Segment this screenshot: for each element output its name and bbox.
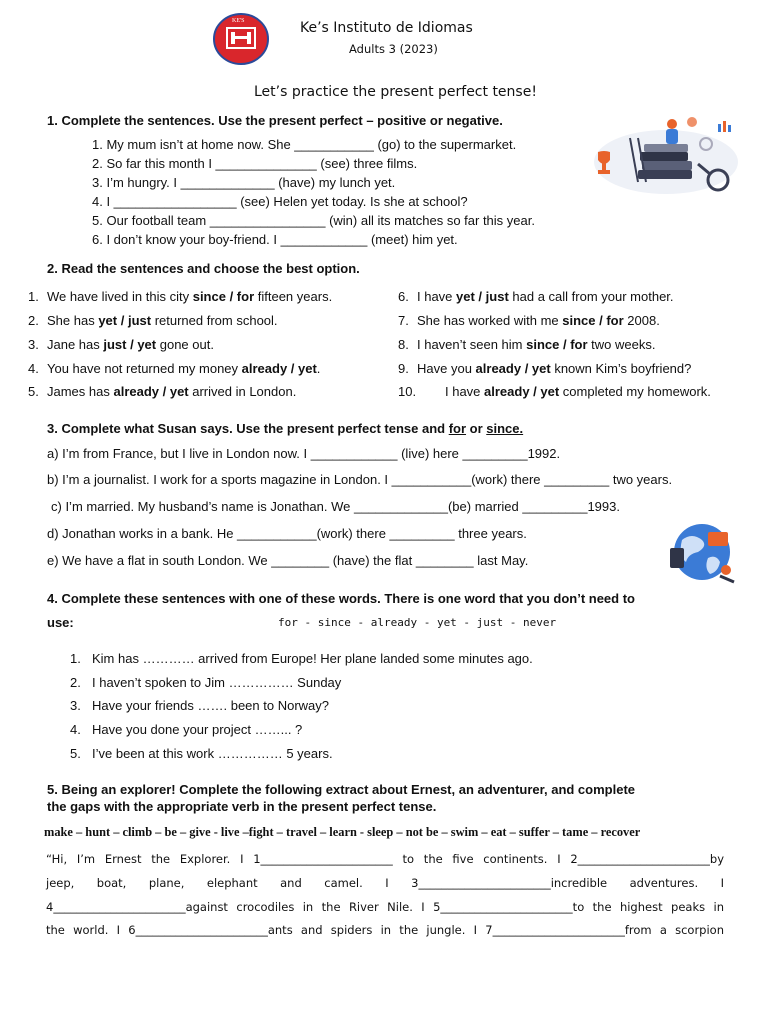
item-text: fifteen years. (254, 289, 333, 304)
ex2-heading: 2. Read the sentences and choose the best option. (47, 261, 360, 276)
ex1-item: 4. I _________________ (see) Helen yet today. Is she at school? (92, 194, 468, 209)
item-text: You have not returned my money (47, 361, 242, 376)
item-text: completed my homework. (559, 384, 711, 399)
heading-text: 3. Complete what Susan says. Use the present perfect tense and (47, 421, 449, 436)
item-number: 6. (398, 289, 409, 304)
heading-since: since. (486, 421, 524, 436)
ex4-item (70, 746, 333, 761)
item-text: arrived in London. (188, 384, 297, 399)
ex1-heading: 1. Complete the sentences. Use the present perfect – positive or negative. (47, 113, 503, 128)
item-number: 7. (398, 313, 409, 328)
ex2-item (398, 337, 655, 352)
item-number: 2. (28, 313, 39, 328)
ex4-word-bank: for - since - already - yet - just - never (278, 616, 557, 629)
ex1-item: 2. So far this month I ______________ (see) three films. (92, 156, 418, 171)
globe-illustration (664, 518, 742, 586)
item-options: already / yet (475, 361, 551, 376)
ex2-item (28, 337, 214, 352)
ex4-item (70, 698, 329, 713)
ex5-heading-cont: the gaps with the appropriate verb in the present perfect tense. (47, 799, 437, 814)
ex4-item (70, 722, 302, 737)
ex5-heading: 5. Being an explorer! Complete the following extract about Ernest, an adventurer, and complete (47, 782, 636, 797)
ex5-text-line: the world. I 6_______________________ants and spiders in the jungle. I 7_______________________from a scorpion (46, 923, 724, 937)
item-text: returned from school. (151, 313, 278, 328)
logo-text: KE'S (232, 18, 245, 24)
item-text: Have you (417, 361, 476, 376)
item-number: 3. (28, 337, 39, 352)
ex5-text-line: “Hi, I’m Ernest the Explorer. I 1_______________________ to the five continents. I 2_______________________by (46, 852, 724, 866)
ex2-item (398, 313, 660, 328)
item-number: 3. (70, 698, 81, 713)
ex1-item: 5. Our football team ________________ (win) all its matches so far this year. (92, 213, 535, 228)
item-number: 2. (70, 675, 81, 690)
ex5-text-line: 4_______________________against crocodiles in the River Nile. I 5_______________________to the highest peaks in (46, 900, 724, 914)
ex2-item (398, 361, 691, 376)
heading-text: or (466, 421, 487, 436)
ex2-item (28, 313, 278, 328)
ex3-item: a) I’m from France, but I live in London now. I ____________ (live) here _________1992. (47, 446, 561, 461)
item-number: 9. (398, 361, 409, 376)
item-text: She has worked with me (417, 313, 563, 328)
item-text: Kim has ………… arrived from Europe! Her plane landed some minutes ago. (92, 651, 533, 666)
item-options: already / yet (113, 384, 189, 399)
item-text: Jane has (47, 337, 104, 352)
ex4-item (70, 651, 533, 666)
item-text: I’ve been at this work …………… 5 years. (92, 746, 333, 761)
institute-name: Ke’s Instituto de Idiomas (300, 20, 473, 36)
item-text: I haven’t seen him (417, 337, 527, 352)
item-text: 2008. (623, 313, 660, 328)
ex1-item: 6. I don’t know your boy-friend. I ____________ (meet) him yet. (92, 232, 458, 247)
item-text: We have lived in this city (47, 289, 193, 304)
item-text: Have your friends ……. been to Norway? (92, 698, 329, 713)
ex2-item (398, 384, 711, 399)
ex4-item (70, 675, 341, 690)
ex5-text-line: jeep, boat, plane, elephant and camel. I 3_______________________incredible adventures. I (46, 876, 724, 890)
item-text: I have (417, 289, 457, 304)
ex4-heading: 4. Complete these sentences with one of these words. There is one word that you don’t need to (47, 591, 635, 606)
item-text: James has (47, 384, 114, 399)
item-text: gone out. (156, 337, 214, 352)
item-number: 10. (398, 384, 417, 399)
ex1-item: 1. My mum isn’t at home now. She ___________ (go) to the supermarket. (92, 137, 517, 152)
item-options: already / yet (484, 384, 560, 399)
ex5-verb-bank: make – hunt – climb – be – give - live –fight – travel – learn - sleep – not be – swim – eat – suffer – tame – recover (44, 825, 641, 839)
item-number: 4. (70, 722, 81, 737)
item-options: yet / just (98, 313, 152, 328)
item-number: 1. (28, 289, 39, 304)
item-text: She has (47, 313, 99, 328)
heading-for: for (448, 421, 467, 436)
item-text: . (316, 361, 321, 376)
ex3-item: d) Jonathan works in a bank. He ___________(work) there _________ three years. (47, 526, 527, 541)
page-title: Let’s practice the present perfect tense! (254, 84, 537, 100)
item-options: already / yet (241, 361, 317, 376)
study-illustration (590, 112, 742, 196)
item-text: I haven’t spoken to Jim …………… Sunday (92, 675, 342, 690)
item-text: Have you done your project ……... ? (92, 722, 303, 737)
course-level: Adults 3 (2023) (349, 42, 438, 56)
item-options: just / yet (103, 337, 157, 352)
item-number: 5. (70, 746, 81, 761)
ex4-heading-cont: use: (47, 615, 74, 630)
institute-logo (212, 12, 270, 66)
ex3-item: e) We have a flat in south London. We ________ (have) the flat ________ last May. (47, 553, 529, 568)
item-text: two weeks. (587, 337, 656, 352)
item-text: had a call from your mother. (508, 289, 674, 304)
ex3-heading (47, 421, 523, 436)
ex2-item (398, 289, 674, 304)
ex2-item (28, 384, 296, 399)
item-number: 4. (28, 361, 39, 376)
item-text: I have (445, 384, 485, 399)
item-number: 5. (28, 384, 39, 399)
ex1-item: 3. I’m hungry. I _____________ (have) my lunch yet. (92, 175, 396, 190)
item-number: 8. (398, 337, 409, 352)
ex3-item: b) I’m a journalist. I work for a sports magazine in London. I ___________(work) there _________ two years. (47, 472, 673, 487)
item-options: since / for (562, 313, 624, 328)
item-number: 1. (70, 651, 81, 666)
item-options: since / for (192, 289, 255, 304)
ex3-item: c) I’m married. My husband’s name is Jonathan. We _____________(be) married _________1993. (51, 499, 620, 514)
item-options: since / for (526, 337, 588, 352)
item-text: known Kim’s boyfriend? (550, 361, 692, 376)
item-options: yet / just (456, 289, 509, 304)
ex2-item (28, 361, 320, 376)
ex2-item (28, 289, 332, 304)
